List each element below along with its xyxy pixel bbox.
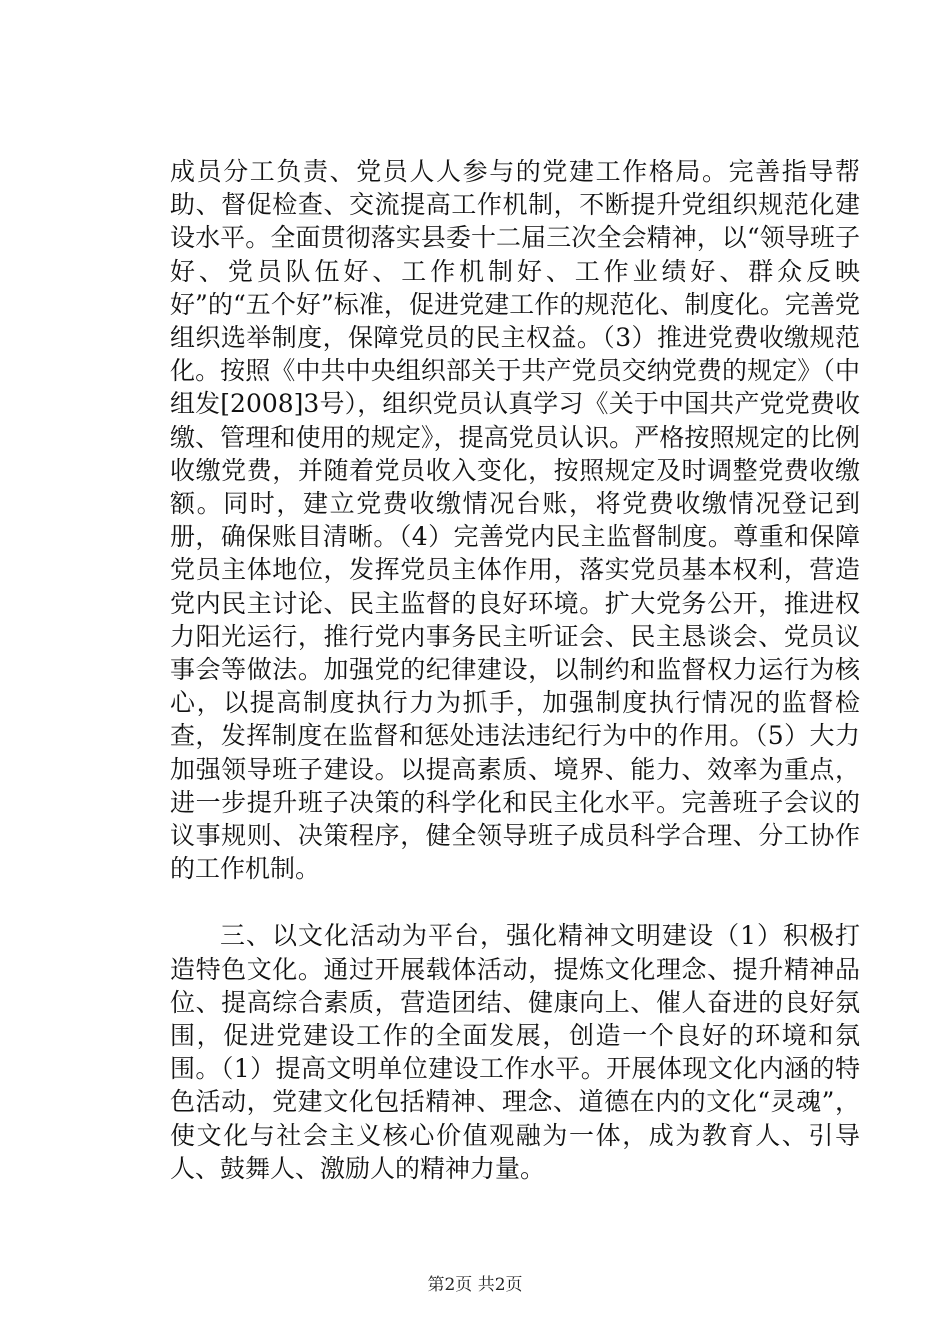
paragraph-culture-activities: 三、以文化活动为平台，强化精神文明建设（1）积极打造特色文化。通过开展载体活动，提炼文化理念、提升精神品位、提高综合素质，营造团结、健康向上、催人奋进的良好氛围，促进党建设工作的全面发展，创造一个良好的环境和氛围。（1）提高文明单位建设工作水平。开展体现文化内涵的特色活动，党建文化包括精神、理念、道德在内的文化“灵魂”，使文化与社会主义核心价值观融为一体，成为教育人、引导人、鼓舞人、激励人的精神力量。 (170, 921, 860, 1183)
paragraph-party-building: 成员分工负责、党员人人参与的党建工作格局。完善指导帮助、督促检查、交流提高工作机制，不断提升党组织规范化建设水平。全面贯彻落实县委十二届三次全会精神，以“领导班子好、党员队伍好、工作机制好、工作业绩好、群众反映好”的“五个好”标准，促进党建工作的规范化、制度化。完善党组织选举制度，保障党员的民主权益。（3）推进党费收缴规范化。按照《中共中央组织部关于共产党员交纳党费的规定》（中组发[2008]3号），组织党员认真学习《关于中国共产党党费收缴、管理和使用的规定》，提高党员认识。严格按照规定的比例收缴党费，并随着党员收入变化，按照规定及时调整党费收缴额。同时，建立党费收缴情况台账，将党费收缴情况登记到册，确保账目清晰。（4）完善党内民主监督制度。尊重和保障党员主体地位，发挥党员主体作用，落实党员基本权利，营造党内民主讨论、民主监督的良好环境。扩大党务公开，推进权力阳光运行，推行党内事务民主听证会、民主恳谈会、党员议事会等做法。加强党的纪律建设，以制约和监督权力运行为核心，以提高制度执行力为抓手，加强制度执行情况的监督检查，发挥制度在监督和惩处违法违纪行为中的作用。（5）大力加强领导班子建设。以提高素质、境界、能力、效率为重点，进一步提升班子决策的科学化和民主化水平。完善班子会议的议事规则、决策程序，健全领导班子成员科学合理、分工协作的工作机制。 (170, 157, 860, 884)
page-number-footer: 第2页 共2页 (427, 1275, 523, 1295)
document-body (170, 155, 860, 1185)
